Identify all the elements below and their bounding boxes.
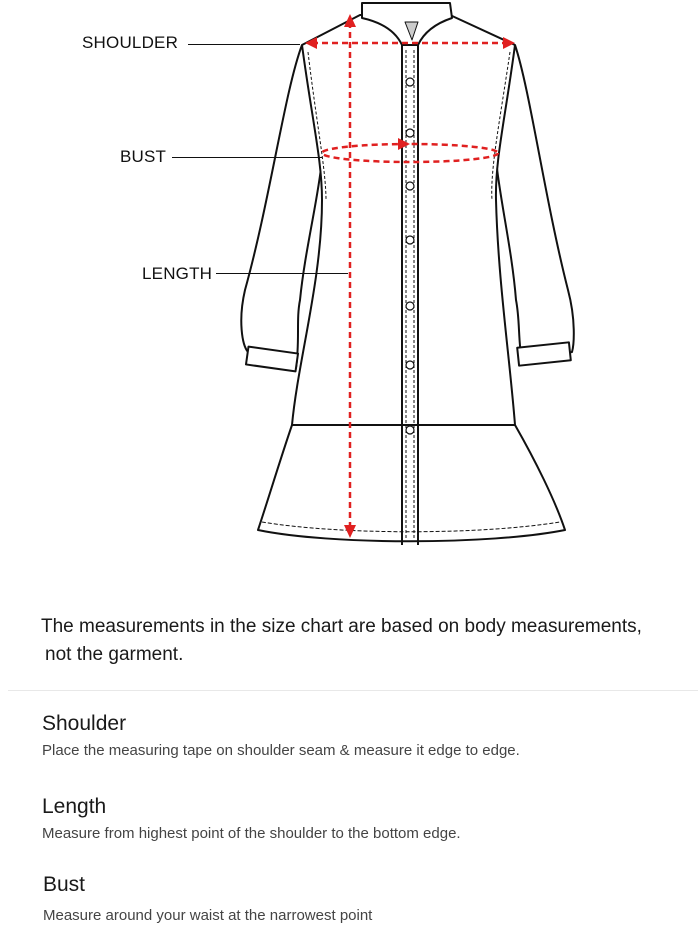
section-description: Measure from highest point of the shoulder to the bottom edge. <box>42 825 461 842</box>
section-description: Measure around your waist at the narrowest point <box>43 907 373 924</box>
divider <box>8 690 698 691</box>
section-bust <box>43 873 372 924</box>
note-line-2: not the garment. <box>45 644 184 665</box>
shoulder-label: SHOULDER <box>82 33 179 52</box>
section-description: Place the measuring tape on shoulder seam & measure it edge to edge. <box>42 742 520 759</box>
section-length <box>42 795 461 842</box>
section-title: Bust <box>43 873 86 896</box>
length-label: LENGTH <box>142 264 213 283</box>
section-title: Length <box>42 795 107 818</box>
length-leader-line <box>216 273 348 274</box>
note-line-1: The measurements in the size chart are based on body measurements, <box>41 616 642 637</box>
measurement-note <box>41 613 681 669</box>
section-shoulder <box>42 712 520 759</box>
shoulder-leader-line <box>188 44 300 45</box>
bust-leader-line <box>172 157 322 158</box>
bust-label: BUST <box>120 147 167 166</box>
section-title: Shoulder <box>42 712 127 735</box>
